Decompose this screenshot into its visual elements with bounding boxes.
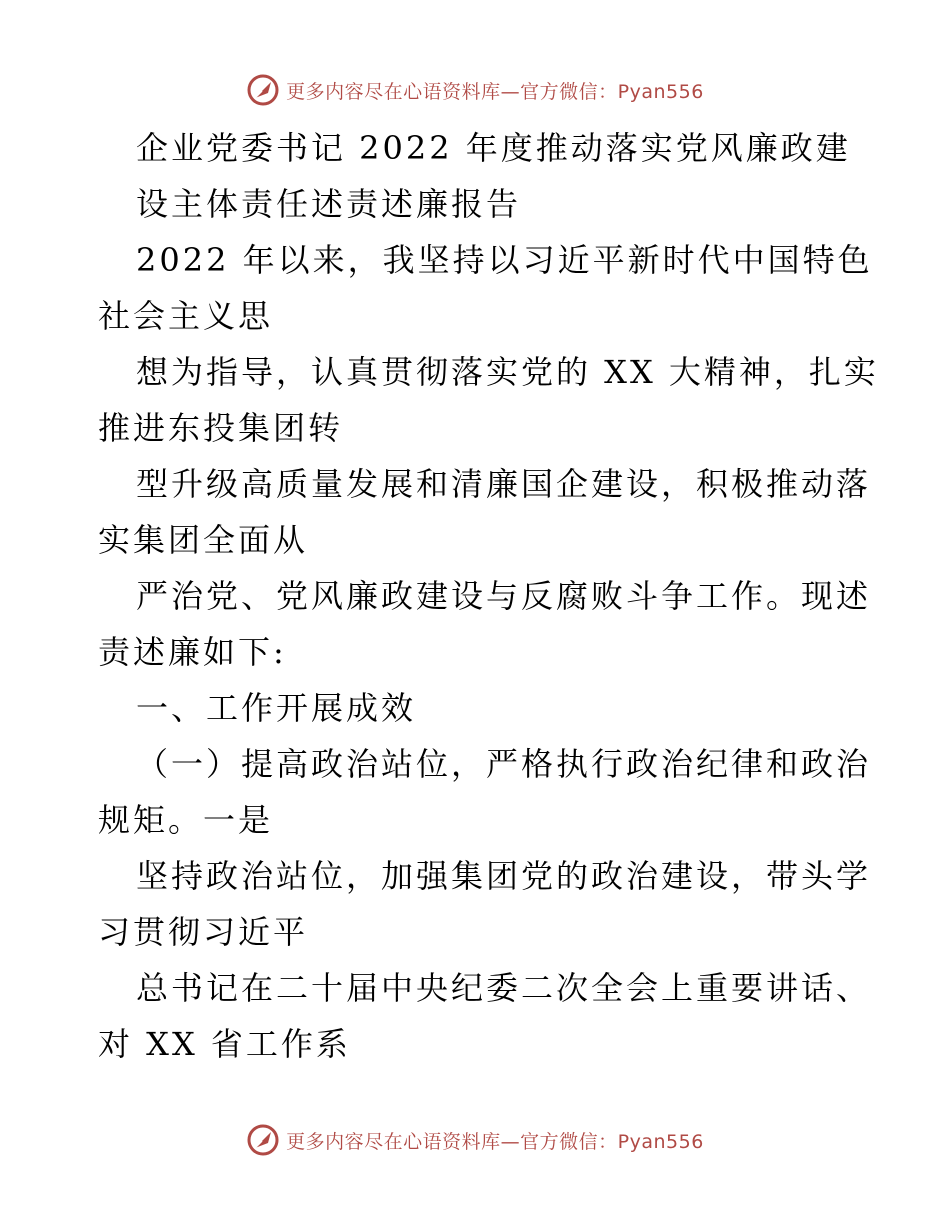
quill-logo-icon bbox=[246, 73, 280, 107]
text-line: 2022 年以来，我坚持以习近平新时代中国特色 bbox=[136, 241, 873, 279]
quill-logo-icon bbox=[246, 1123, 280, 1157]
watermark-text: 更多内容尽在心语资料库—官方微信：Pyan556 bbox=[286, 80, 704, 103]
text-line: 总书记在二十届中央纪委二次全会上重要讲话、 bbox=[136, 969, 872, 1007]
header-watermark bbox=[0, 70, 950, 110]
text-line: 社会主义思 bbox=[98, 297, 274, 335]
text-line: 规矩。一是 bbox=[98, 801, 274, 839]
subsection-heading: （一）提高政治站位，严格执行政治纪律和政治 bbox=[136, 745, 872, 783]
text-line: 实集团全面从 bbox=[98, 521, 309, 559]
text-line: 想为指导，认真贯彻落实党的 XX 大精神，扎实 bbox=[136, 353, 879, 391]
document-body bbox=[98, 120, 879, 1072]
text-line: 严治党、党风廉政建设与反腐败斗争工作。现述 bbox=[136, 577, 872, 615]
text-line: 型升级高质量发展和清廉国企建设，积极推动落 bbox=[136, 465, 872, 503]
section-heading: 一、工作开展成效 bbox=[136, 689, 417, 727]
watermark-text: 更多内容尽在心语资料库—官方微信：Pyan556 bbox=[286, 1130, 704, 1153]
text-line: 推进东投集团转 bbox=[98, 409, 344, 447]
text-line: 责述廉如下: bbox=[98, 633, 287, 671]
text-line: 对 XX 省工作系 bbox=[98, 1025, 351, 1063]
text-line: 坚持政治站位，加强集团党的政治建设，带头学 bbox=[136, 857, 872, 895]
text-line: 习贯彻习近平 bbox=[98, 913, 309, 951]
text-line: 设主体责任述责述廉报告 bbox=[136, 185, 522, 223]
text-line: 企业党委书记 2022 年度推动落实党风廉政建 bbox=[136, 129, 851, 167]
footer-watermark bbox=[0, 1120, 950, 1160]
